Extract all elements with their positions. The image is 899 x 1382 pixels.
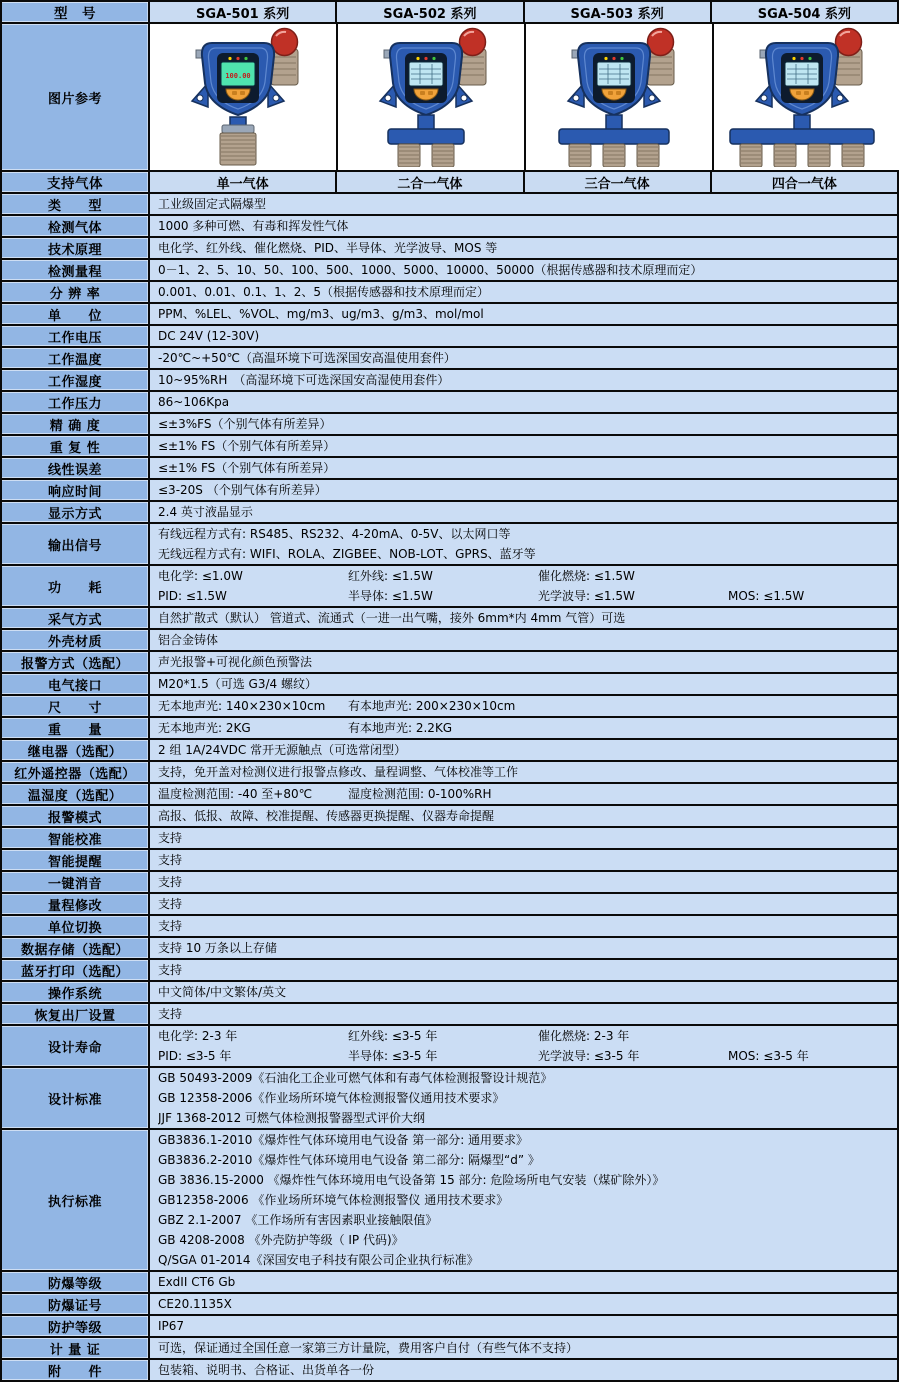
spec-label: 防爆等级 (2, 1272, 150, 1292)
model-row-label: 型 号 (2, 2, 150, 22)
spec-value (150, 304, 897, 324)
spec-value-line: 支持，免开盖对检测仪进行报警点修改、量程调整、气体校准等工作 (158, 765, 519, 779)
model-header-label: SGA-501 系列 (196, 6, 290, 22)
model-header-1 (150, 2, 337, 22)
spec-row (2, 236, 897, 258)
spec-label: 附 件 (2, 1360, 150, 1380)
spec-value-line: 自然扩散式（默认） 管道式、流通式（一进一出气嘴，接外 6mm*内 4mm 气管）可选 (158, 611, 626, 625)
spec-value (150, 194, 897, 214)
spec-value-segment: PID: ≤1.5W (158, 589, 227, 603)
spec-value (150, 1068, 897, 1128)
spec-value-line: 86~106Kpa (158, 395, 230, 409)
spec-value-line: ≤3-20S （个别气体有所差异） (158, 483, 327, 497)
spec-value (150, 566, 897, 606)
model-header-2 (337, 2, 524, 22)
spec-value (150, 938, 897, 958)
spec-row (2, 1314, 897, 1336)
spec-value-line: 中文简体/中文繁体/英文 (158, 985, 287, 999)
screen-reading: 100.00 (225, 72, 251, 80)
spec-label: 一键消音 (2, 872, 150, 892)
spec-row (2, 522, 897, 564)
spec-value-segment: 光学波导: ≤1.5W (538, 589, 635, 603)
spec-value-segment: MOS: ≤3-5 年 (728, 1049, 809, 1063)
spec-row (2, 694, 897, 716)
spec-row (2, 716, 897, 738)
spec-value (150, 392, 897, 412)
spec-row (2, 1270, 897, 1292)
device-image-sga-504 (714, 27, 899, 167)
gas-cell-2 (337, 172, 524, 192)
spec-value (150, 1360, 897, 1380)
spec-row (2, 760, 897, 782)
spec-row (2, 826, 897, 848)
model-header-3 (525, 2, 712, 22)
spec-value-line: 支持 (158, 1007, 183, 1021)
spec-row (2, 980, 897, 1002)
spec-value (150, 282, 897, 302)
image-row-label: 图片参考 (2, 24, 150, 170)
spec-value-line: 工业级固定式隔爆型 (158, 197, 267, 211)
spec-value-line: 支持 (158, 919, 183, 933)
spec-value-line (158, 566, 893, 586)
spec-label: 显示方式 (2, 502, 150, 522)
spec-value-line: CE20.1135X (158, 1297, 232, 1311)
spec-label: 线性误差 (2, 458, 150, 478)
spec-value-segment: MOS: ≤1.5W (728, 589, 805, 603)
spec-value-line: 可选，保证通过全国任意一家第三方计量院，费用客户自付（有些气体不支持） (158, 1341, 579, 1355)
spec-value-line: ≤±1% FS（个别气体有所差异） (158, 461, 336, 475)
spec-row (2, 848, 897, 870)
spec-value (150, 436, 897, 456)
spec-row (2, 804, 897, 826)
spec-value-line (158, 784, 893, 804)
spec-label: 温湿度（选配） (2, 784, 150, 804)
spec-label: 量程修改 (2, 894, 150, 914)
spec-value (150, 828, 897, 848)
gas-cell-label: 二合一气体 (397, 176, 463, 192)
spec-value-segment: 温度检测范围: -40 至+80℃ (158, 787, 313, 801)
gas-row-label: 支持气体 (2, 172, 150, 192)
spec-label: 功 耗 (2, 566, 150, 606)
spec-value-line: GB 4208-2008 《外壳防护等级（ IP 代码)》 (158, 1233, 404, 1247)
spec-value (150, 850, 897, 870)
spec-label: 单位切换 (2, 916, 150, 936)
spec-label: 工作温度 (2, 348, 150, 368)
spec-value-line: GB 12358-2006《作业场所环境气体检测报警仪通用技术要求》 (158, 1091, 505, 1105)
model-header-label: SGA-502 系列 (383, 6, 477, 22)
device-image-sga-501 (150, 27, 336, 167)
spec-value (150, 894, 897, 914)
spec-value-line: GB3836.1-2010《爆炸性气体环境用电气设备 第一部分: 通用要求》 (158, 1133, 529, 1147)
spec-value-line (158, 718, 893, 738)
spec-label: 设计寿命 (2, 1026, 150, 1066)
spec-value-line (158, 696, 893, 716)
spec-value-segment: 催化燃烧: ≤1.5W (538, 569, 635, 583)
spec-row (2, 324, 897, 346)
spec-value (150, 674, 897, 694)
spec-value-line: 0.001、0.01、0.1、1、2、5（根据传感器和技术原理而定） (158, 285, 490, 299)
spec-row (2, 390, 897, 412)
spec-value (150, 458, 897, 478)
spec-row (2, 412, 897, 434)
spec-row (2, 434, 897, 456)
spec-value-line: 有线远程方式有: RS485、RS232、4-20mA、0-5V、以太网口等 (158, 527, 511, 541)
spec-label: 外壳材质 (2, 630, 150, 650)
spec-value-line: GB12358-2006 《作业场所环境气体检测报警仪 通用技术要求》 (158, 1193, 509, 1207)
spec-label: 重 复 性 (2, 436, 150, 456)
spec-value (150, 982, 897, 1002)
spec-value-line: 支持 (158, 963, 183, 977)
spec-label: 重 量 (2, 718, 150, 738)
spec-value-line: IP67 (158, 1319, 185, 1333)
spec-label: 执行标准 (2, 1130, 150, 1270)
spec-value-segment: 催化燃烧: 2-3 年 (538, 1029, 630, 1043)
spec-value-line: ExdII CT6 Gb (158, 1275, 236, 1289)
spec-value-line: 支持 (158, 897, 183, 911)
spec-value-line: 支持 10 万条以上存储 (158, 941, 277, 955)
spec-value (150, 326, 897, 346)
spec-value-line: 2.4 英寸液晶显示 (158, 505, 253, 519)
gas-row (2, 170, 897, 192)
spec-label: 类 型 (2, 194, 150, 214)
spec-value-segment: 半导体: ≤1.5W (348, 589, 433, 603)
gas-cell-label: 三合一气体 (584, 176, 650, 192)
spec-row (2, 1292, 897, 1314)
spec-label: 响应时间 (2, 480, 150, 500)
spec-label: 精 确 度 (2, 414, 150, 434)
spec-row (2, 258, 897, 280)
spec-label: 单 位 (2, 304, 150, 324)
spec-row (2, 892, 897, 914)
spec-value-line: 支持 (158, 853, 183, 867)
spec-label: 采气方式 (2, 608, 150, 628)
spec-label: 恢复出厂设置 (2, 1004, 150, 1024)
image-cell-sga-502 (338, 24, 526, 170)
spec-row (2, 782, 897, 804)
spec-label: 尺 寸 (2, 696, 150, 716)
spec-row (2, 192, 897, 214)
spec-value-segment: 无本地声光: 2KG (158, 721, 251, 735)
spec-label: 红外遥控器（选配） (2, 762, 150, 782)
spec-value-line: 10~95%RH （高湿环境下可选深国安高湿使用套件） (158, 373, 450, 387)
spec-value (150, 872, 897, 892)
spec-row (2, 958, 897, 980)
spec-row (2, 456, 897, 478)
manifold-bar (559, 129, 669, 144)
spec-value (150, 216, 897, 236)
spec-label: 防护等级 (2, 1316, 150, 1336)
spec-value-line: -20℃~+50℃（高温环境下可选深国安高温使用套件） (158, 351, 456, 365)
spec-label: 防爆证号 (2, 1294, 150, 1314)
spec-row (2, 1336, 897, 1358)
header-row (2, 2, 897, 22)
spec-value-line: 1000 多种可燃、有毒和挥发性气体 (158, 219, 349, 233)
model-header-4 (712, 2, 897, 22)
spec-value (150, 740, 897, 760)
spec-label: 检测气体 (2, 216, 150, 236)
spec-value (150, 370, 897, 390)
spec-row (2, 302, 897, 324)
image-cell-sga-501 (150, 24, 338, 170)
spec-label: 计 量 证 (2, 1338, 150, 1358)
spec-value-segment: PID: ≤3-5 年 (158, 1049, 232, 1063)
gas-cell-4 (712, 172, 897, 192)
spec-row (2, 672, 897, 694)
spec-value-line: PPM、%LEL、%VOL、mg/m3、ug/m3、g/m3、mol/mol (158, 307, 484, 321)
spec-label: 智能提醒 (2, 850, 150, 870)
spec-value-line: GB 3836.15-2000 《爆炸性气体环境用电气设备第 15 部分: 危险场所电气安装（煤矿除外）》 (158, 1173, 665, 1187)
spec-label: 工作电压 (2, 326, 150, 346)
spec-value-line: 声光报警+可视化颜色预警法 (158, 655, 313, 669)
spec-value (150, 608, 897, 628)
spec-row (2, 1066, 897, 1128)
spec-value-segment: 半导体: ≤3-5 年 (348, 1049, 438, 1063)
spec-row (2, 214, 897, 236)
spec-value (150, 238, 897, 258)
spec-value (150, 1272, 897, 1292)
spec-row (2, 500, 897, 522)
spec-label: 操作系统 (2, 982, 150, 1002)
spec-value (150, 502, 897, 522)
spec-value-segment: 有本地声光: 2.2KG (348, 721, 453, 735)
spec-value-line: 铝合金铸体 (158, 633, 219, 647)
spec-row (2, 1358, 897, 1380)
spec-row (2, 564, 897, 606)
spec-value-line: JJF 1368-2012 可燃气体检测报警器型式评价大纲 (158, 1111, 426, 1125)
spec-label: 继电器（选配） (2, 740, 150, 760)
spec-value-line: 0－1、2、5、10、50、100、500、1000、5000、10000、50000（根据传感器和技术原理而定） (158, 263, 703, 277)
spec-label: 数据存储（选配） (2, 938, 150, 958)
spec-value (150, 348, 897, 368)
spec-value (150, 414, 897, 434)
gas-cell-label: 四合一气体 (771, 176, 837, 192)
spec-label: 电气接口 (2, 674, 150, 694)
spec-value (150, 260, 897, 280)
spec-row (2, 650, 897, 672)
gas-cell-1 (150, 172, 337, 192)
spec-value (150, 630, 897, 650)
spec-value (150, 718, 897, 738)
spec-value-segment: 红外线: ≤1.5W (348, 569, 433, 583)
spec-value-segment: 光学波导: ≤3-5 年 (538, 1049, 640, 1063)
spec-row (2, 628, 897, 650)
spec-label: 报警方式（选配） (2, 652, 150, 672)
spec-value-line: 高报、低报、故障、校准提醒、传感器更换提醒、仪器寿命提醒 (158, 809, 495, 823)
spec-value (150, 762, 897, 782)
spec-row (2, 1128, 897, 1270)
spec-value (150, 1026, 897, 1066)
manifold-bar (730, 129, 874, 144)
spec-value-segment: 无本地声光: 140×230×10cm (158, 699, 326, 713)
spec-row (2, 936, 897, 958)
spec-label: 技术原理 (2, 238, 150, 258)
spec-label: 工作湿度 (2, 370, 150, 390)
spec-value-line (158, 586, 893, 606)
spec-value-line: GB 50493-2009《石油化工企业可燃气体和有毒气体检测报警设计规范》 (158, 1071, 553, 1085)
spec-label: 报警模式 (2, 806, 150, 826)
spec-value-line: 支持 (158, 831, 183, 845)
spec-value-line: 支持 (158, 875, 183, 889)
spec-value (150, 652, 897, 672)
spec-value-line: 无线远程方式有: WIFI、ROLA、ZIGBEE、NOB-LOT、GPRS、蓝牙等 (158, 547, 536, 561)
spec-value (150, 480, 897, 500)
spec-value-line: ≤±3%FS（个别气体有所差异） (158, 417, 332, 431)
spec-label: 智能校准 (2, 828, 150, 848)
spec-value-segment: 有本地声光: 200×230×10cm (348, 699, 516, 713)
spec-row (2, 478, 897, 500)
spec-value-line: 2 组 1A/24VDC 常开无源触点（可选常闭型） (158, 743, 407, 757)
spec-row (2, 1002, 897, 1024)
spec-value-line (158, 1026, 893, 1046)
manifold-bar (388, 129, 464, 144)
gas-cell-label: 单一气体 (216, 176, 269, 192)
image-row (2, 22, 897, 170)
spec-value-segment: 湿度检测范围: 0-100%RH (348, 787, 492, 801)
spec-value-segment: 电化学: ≤1.0W (158, 569, 243, 583)
spec-value-line: ≤±1% FS（个别气体有所差异） (158, 439, 336, 453)
spec-label: 检测量程 (2, 260, 150, 280)
spec-value (150, 1004, 897, 1024)
device-image-sga-502 (338, 27, 524, 167)
spec-label: 工作压力 (2, 392, 150, 412)
spec-label: 设计标准 (2, 1068, 150, 1128)
spec-row (2, 606, 897, 628)
spec-value-line: 包装箱、说明书、合格证、出货单各一份 (158, 1363, 375, 1377)
spec-row (2, 738, 897, 760)
spec-value-segment: 电化学: 2-3 年 (158, 1029, 238, 1043)
spec-label: 蓝牙打印（选配） (2, 960, 150, 980)
spec-value (150, 1130, 897, 1270)
spec-value (150, 1338, 897, 1358)
spec-row (2, 914, 897, 936)
spec-label: 分 辨 率 (2, 282, 150, 302)
spec-value-line (158, 1046, 893, 1066)
spec-row (2, 870, 897, 892)
spec-value-line: M20*1.5（可选 G3/4 螺纹） (158, 677, 317, 691)
spec-value-line: DC 24V (12-30V) (158, 329, 260, 343)
spec-value-segment: 红外线: ≤3-5 年 (348, 1029, 438, 1043)
spec-value-line: Q/SGA 01-2014《深国安电子科技有限公司企业执行标准》 (158, 1253, 479, 1267)
spec-value (150, 524, 897, 564)
spec-value (150, 784, 897, 804)
spec-value (150, 1316, 897, 1336)
spec-value-line: GB3836.2-2010《爆炸性气体环境用电气设备 第二部分: 隔爆型“d” 》 (158, 1153, 540, 1167)
image-cell-sga-504 (714, 24, 899, 170)
spec-label: 输出信号 (2, 524, 150, 564)
spec-value (150, 696, 897, 716)
gas-cell-3 (525, 172, 712, 192)
spec-value (150, 1294, 897, 1314)
spec-value-line: GBZ 2.1-2007 《工作场所有害因素职业接触限值》 (158, 1213, 438, 1227)
image-cell-sga-503 (526, 24, 714, 170)
spec-row (2, 280, 897, 302)
spec-value (150, 960, 897, 980)
device-image-sga-503 (526, 27, 712, 167)
spec-row (2, 1024, 897, 1066)
spec-row (2, 346, 897, 368)
model-header-label: SGA-504 系列 (757, 6, 851, 22)
spec-value-line: 电化学、红外线、催化燃烧、PID、半导体、光学波导、MOS 等 (158, 241, 498, 255)
spec-row (2, 368, 897, 390)
model-header-label: SGA-503 系列 (570, 6, 664, 22)
spec-value (150, 806, 897, 826)
spec-value (150, 916, 897, 936)
